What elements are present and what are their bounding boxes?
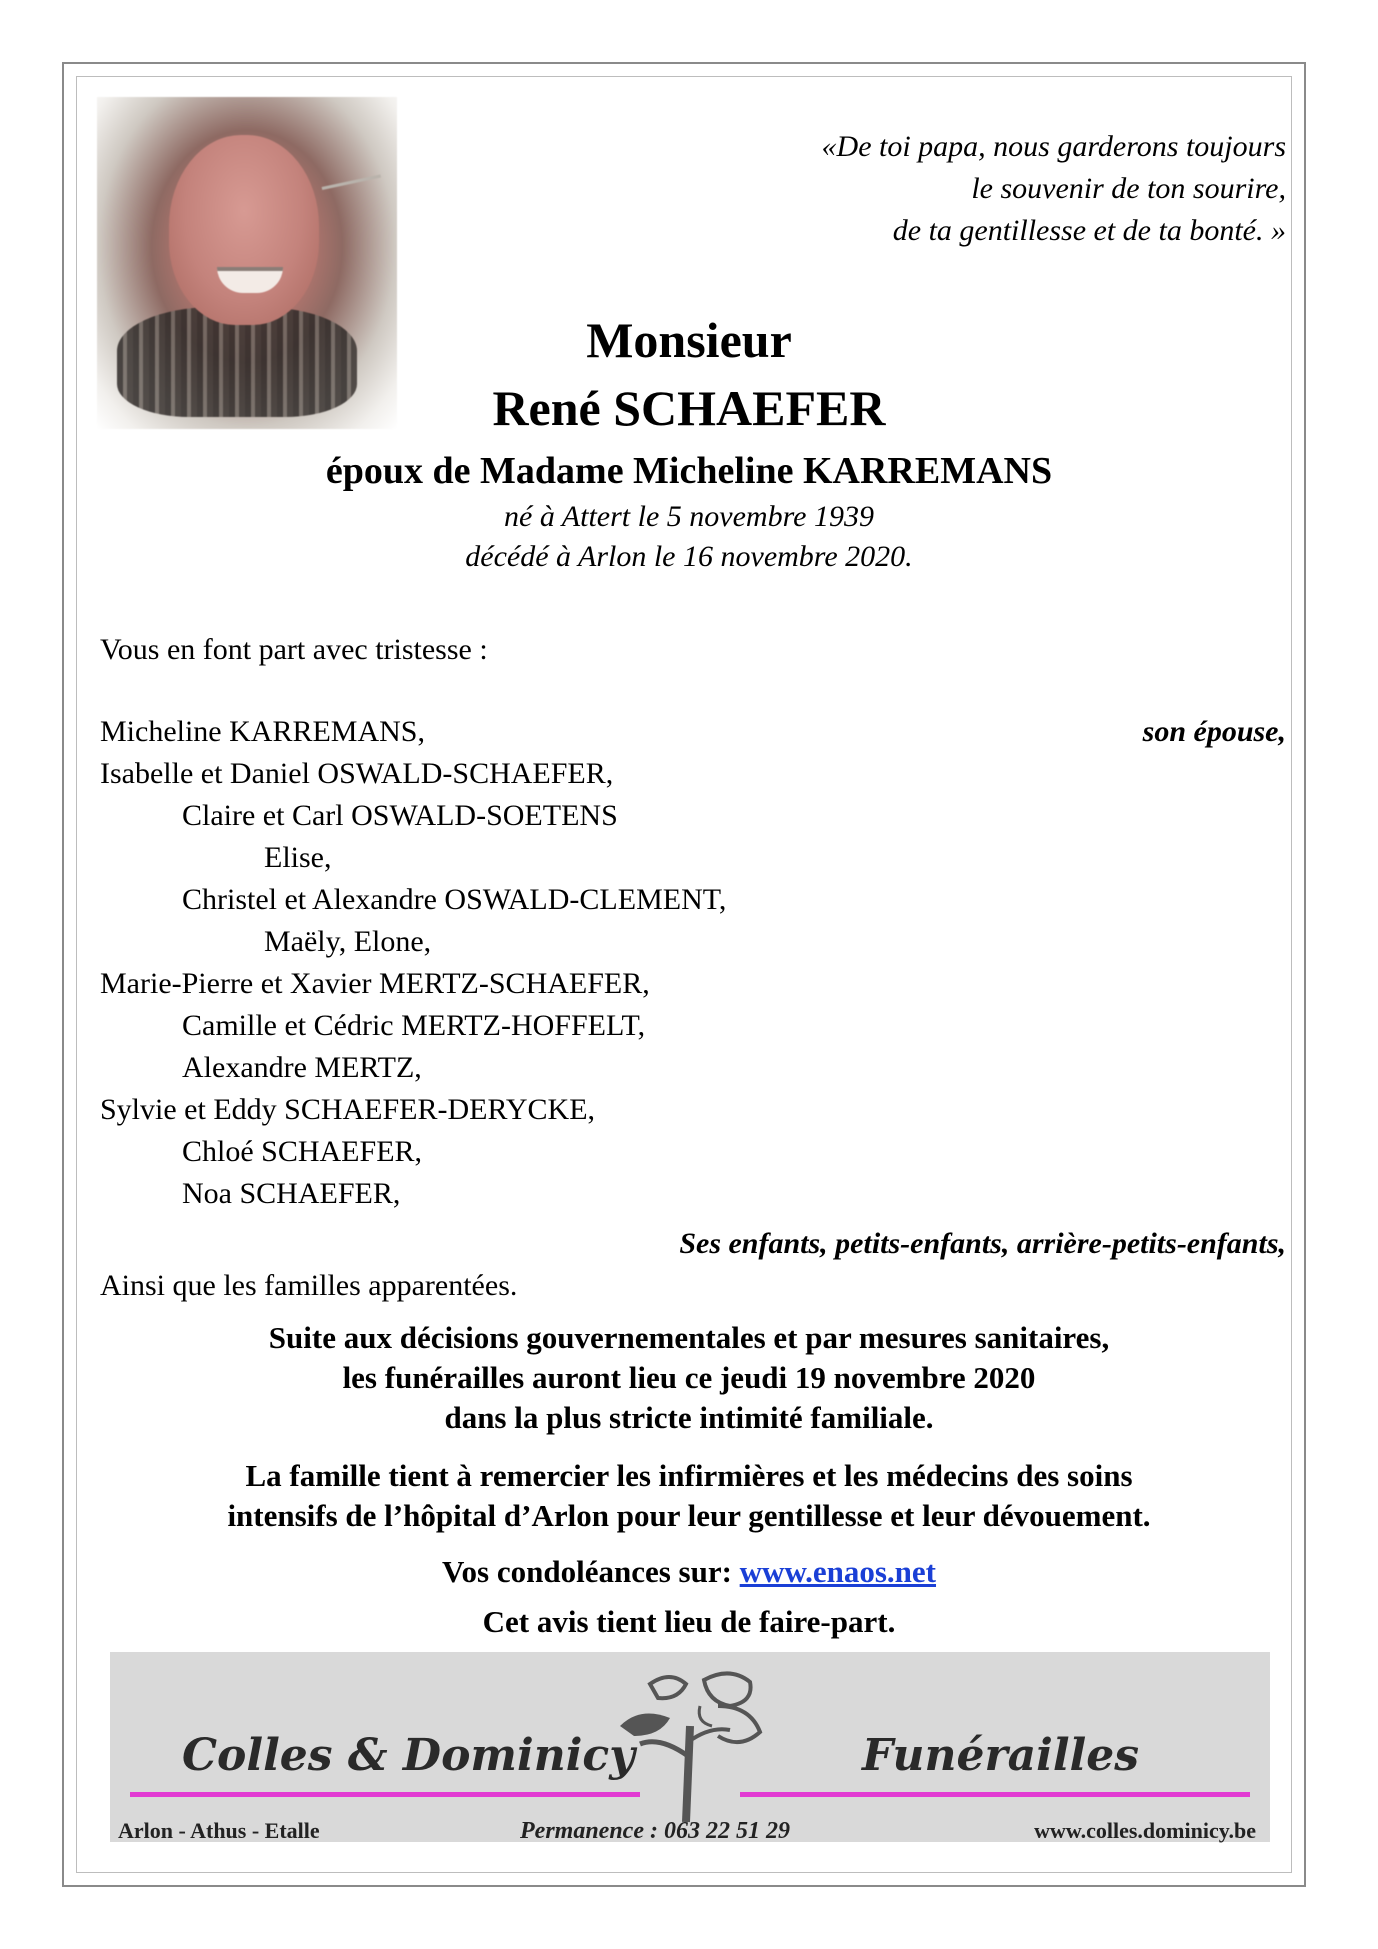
family-member: Christel et Alexandre OSWALD-CLEMENT, <box>182 883 727 916</box>
intro-text: Vous en font part avec tristesse : <box>100 633 488 666</box>
family-member: Elise, <box>264 841 332 874</box>
families-line: Ainsi que les familles apparentées. <box>100 1269 518 1302</box>
portrait-head <box>169 135 319 325</box>
family-member: Isabelle et Daniel OSWALD-SCHAEFER, <box>100 757 614 790</box>
portrait-glasses <box>317 153 381 190</box>
spouse-role: son épouse, <box>1142 715 1286 748</box>
brand-name: Colles & Dominicy <box>182 1730 635 1781</box>
thanks-line: La famille tient à remercier les infirmières et les médecins des soins <box>245 1458 1133 1493</box>
funeral-line: Suite aux décisions gouvernementales et par mesures sanitaires, <box>268 1320 1110 1355</box>
memorial-quote <box>686 126 1286 252</box>
condolences-link[interactable]: www.enaos.net <box>739 1554 937 1589</box>
family-member: Alexandre MERTZ, <box>182 1051 422 1084</box>
brand-tagline: Funérailles <box>862 1730 1140 1781</box>
quote-line: «De toi papa, nous garderons toujours <box>821 130 1286 163</box>
family-member: Claire et Carl OSWALD-SOETENS <box>182 799 618 832</box>
thanks-line: intensifs de l’hôpital d’Arlon pour leur gentillesse et leur dévouement. <box>227 1498 1151 1533</box>
quote-line: le souvenir de ton sourire, <box>971 172 1286 205</box>
funeral-line: dans la plus stricte intimité familiale. <box>444 1400 934 1435</box>
closing-line: Cet avis tient lieu de faire-part. <box>482 1604 896 1639</box>
family-member: Sylvie et Eddy SCHAEFER-DERYCKE, <box>100 1093 596 1126</box>
deceased-name: René SCHAEFER <box>492 380 886 436</box>
accent-line-right <box>740 1792 1250 1797</box>
condolences-label: Vos condoléances sur: <box>441 1554 732 1589</box>
website-text: www.colles.dominicy.be <box>1034 1818 1256 1843</box>
quote-line: de ta gentillesse et de ta bonté. » <box>892 214 1286 247</box>
family-member: Chloé SCHAEFER, <box>182 1135 423 1168</box>
condolences-line <box>0 1552 1378 1592</box>
family-member: Camille et Cédric MERTZ-HOFFELT, <box>182 1009 646 1042</box>
spouse-line: époux de Madame Micheline KARREMANS <box>325 450 1053 492</box>
funeral-line: les funérailles auront lieu ce jeudi 19 novembre 2020 <box>342 1360 1036 1395</box>
family-member: Marie-Pierre et Xavier MERTZ-SCHAEFER, <box>100 967 650 1000</box>
tree-logo-icon <box>600 1666 780 1826</box>
locations-text: Arlon - Athus - Etalle <box>118 1818 320 1843</box>
spouse-name: Micheline KARREMANS, <box>100 715 425 748</box>
accent-line-left <box>130 1792 640 1797</box>
family-member: Noa SCHAEFER, <box>182 1177 401 1210</box>
civility-title: Monsieur <box>586 312 792 368</box>
children-role: Ses enfants, petits-enfants, arrière-petits-enfants, <box>679 1227 1286 1260</box>
funeral-home-banner <box>110 1652 1270 1842</box>
birth-line: né à Attert le 5 novembre 1939 <box>504 500 874 533</box>
phone-text: Permanence : 063 22 51 29 <box>520 1818 790 1844</box>
death-line: décédé à Arlon le 16 novembre 2020. <box>465 540 913 573</box>
family-member: Maëly, Elone, <box>264 925 432 958</box>
